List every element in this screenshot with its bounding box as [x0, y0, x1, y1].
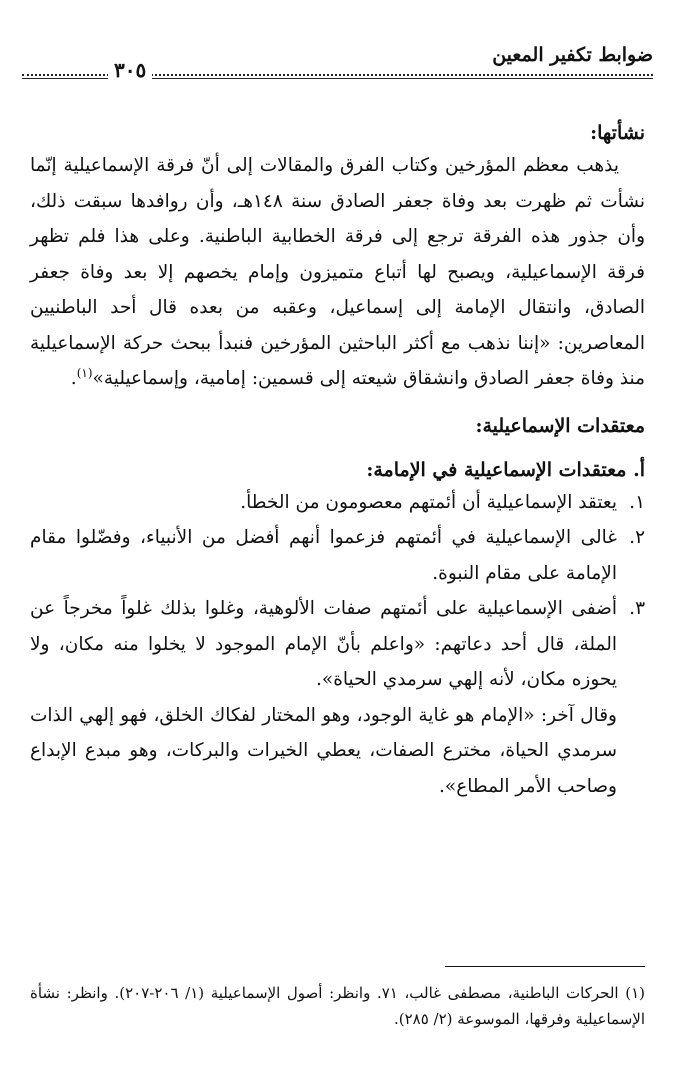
origin-paragraph-end: .	[70, 368, 77, 389]
list-item-number: ١.	[629, 491, 645, 513]
footnote-text: الحركات الباطنية، مصطفى غالب، ٧١. وانظر: أصول الإسماعيلية (١/ ٢٠٦-٢٠٧). وانظر: نشأة الإسماعيلية وفرقها، الموسوعة (٢/ ٢٨٥).	[30, 984, 645, 1028]
footnote	[30, 980, 645, 1032]
section-heading-beliefs: معتقدات الإسماعيلية:	[475, 414, 645, 437]
page-number: ٣٠٥	[108, 58, 152, 82]
list-item	[30, 591, 645, 804]
list-item-continuation: وقال آخر: «الإمام هو غاية الوجود، وهو المختار لفكاك الخلق، فهو إلهي الذات سرمدي الحياة، مخترع الصفات، يعطي الخيرات والبركات، وهو مبدع الإبداع وصاحب الأمر المطاع».	[30, 704, 617, 797]
list-item-text: يعتقد الإسماعيلية أن أئمتهم معصومون من الخطأ.	[240, 491, 617, 513]
origin-paragraph-text: يذهب معظم المؤرخين وكتاب الفرق والمقالات إلى أنّ فرقة الإسماعيلية إنّما نشأت ثم ظهرت بعد وفاة جعفر الصادق سنة ١٤٨هـ، وأن روافدها سبقت ذلك، وأن جذور هذه الفرقة ترجع إلى فرقة الخطابية الباطنية. وعلى هذا فلم تظهر فرقة الإسماعيلية، ويصبح لها أتباع متميزون وإمام يخصهم إلا بعد وفاة جعفر الصادق، وانتقال الإمامة إلى إسماعيل، وعقبه من بعده قال أحد الباطنيين المعاصرين: «إننا نذهب مع أكثر الباحثين المؤرخين فنبدأ ببحث حركة الإسماعيلية منذ وفاة جعفر الصادق وانشقاق شيعته إلى قسمين: إمامية، وإسماعيلية»	[30, 155, 645, 389]
footnote-reference: (١)	[76, 365, 93, 380]
beliefs-list	[30, 485, 645, 805]
list-item	[30, 520, 645, 591]
list-item-number: ٢.	[629, 527, 645, 548]
section-heading-origin: نشأتها:	[590, 122, 645, 144]
running-header	[22, 44, 653, 84]
list-item-text: غالى الإسماعيلية في أئمتهم فزعموا أنهم أفضل من الأنبياء، وفضّلوا مقام الإمامة على مقام النبوة.	[30, 527, 617, 584]
footnote-mark: (١)	[625, 984, 646, 1002]
list-item	[30, 485, 645, 521]
footnote-divider	[445, 966, 645, 967]
subsection-heading-imamate: أ. معتقدات الإسماعيلية في الإمامة:	[366, 458, 645, 481]
list-item-number: ٣.	[629, 598, 645, 619]
origin-paragraph	[30, 148, 645, 397]
list-item-text: أضفى الإسماعيلية على أئمتهم صفات الألوهية، وغلوا بذلك غلواً مخرجاً عن الملة، قال أحد دعاتهم: «واعلم بأنّ الإمام الموجود لا يخلوا منه مكان، ولا يحوزه مكان، لأنه إلهي سرمدي الحياة».	[30, 598, 617, 690]
page-body	[30, 118, 645, 804]
header-title: ضوابط تكفير المعين	[492, 44, 653, 66]
